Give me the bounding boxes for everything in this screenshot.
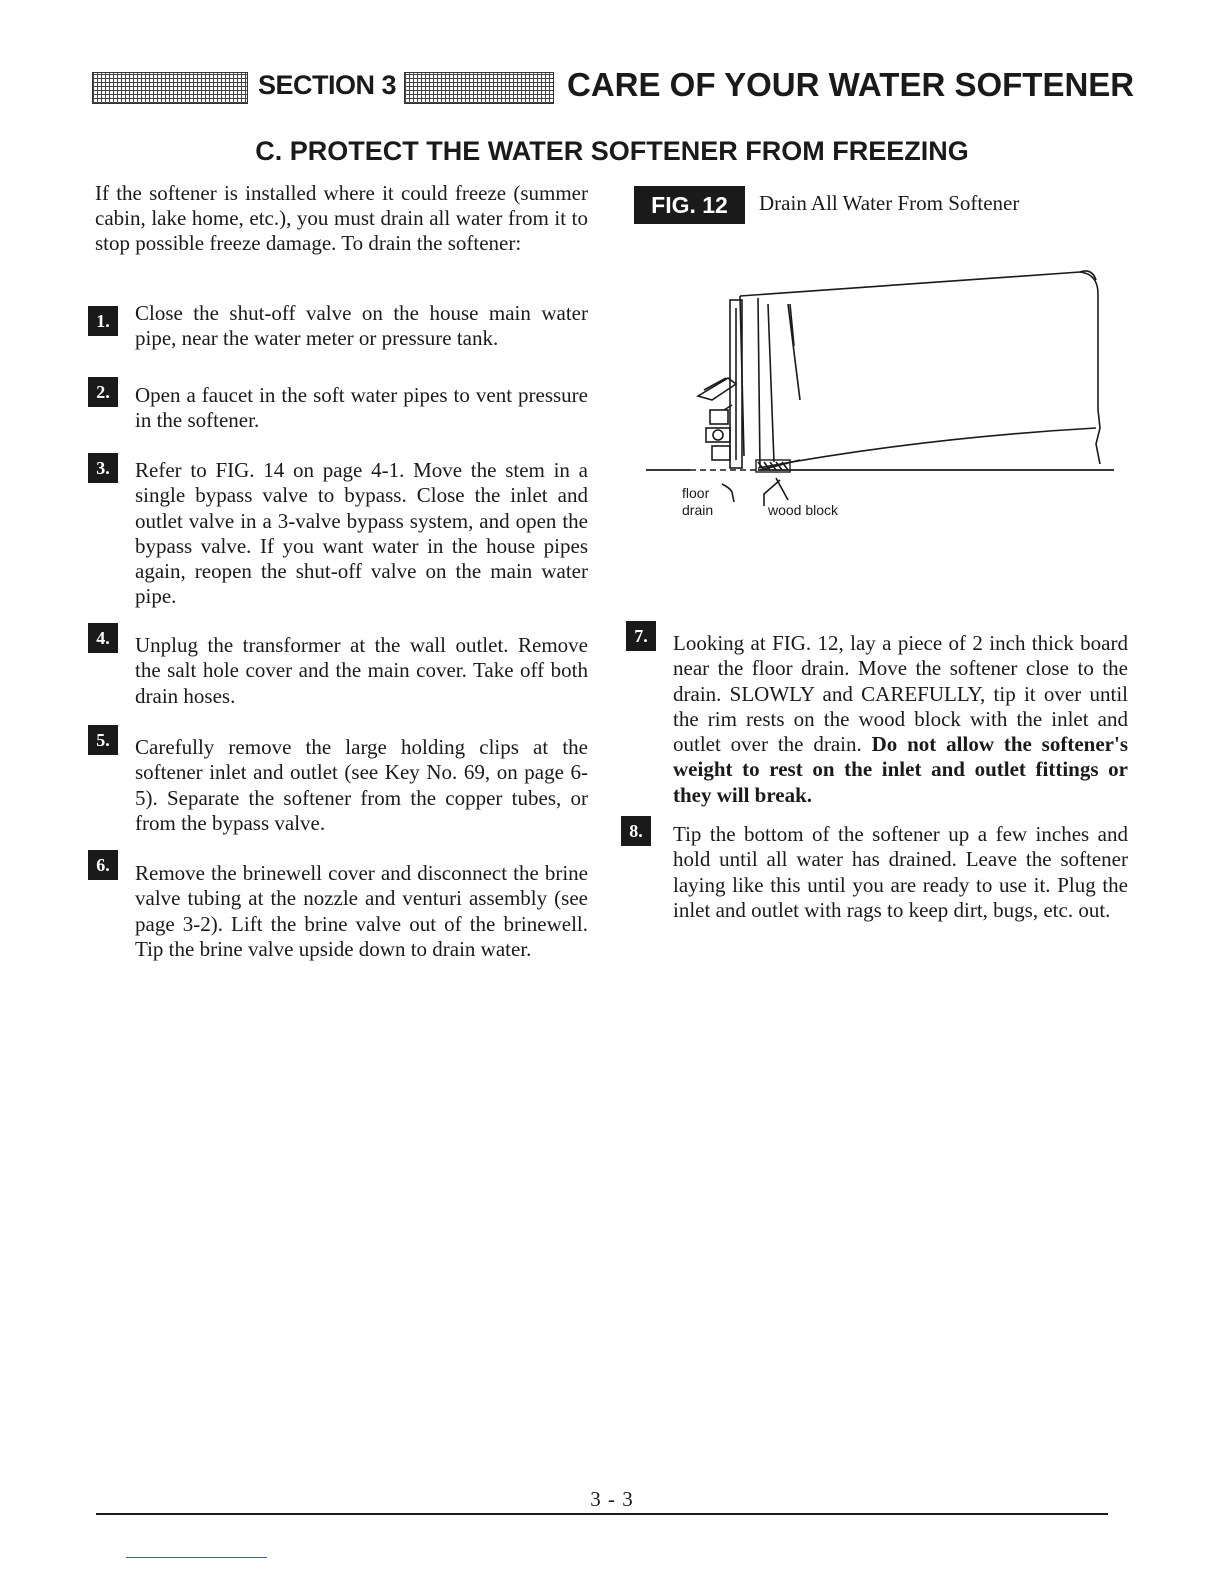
softener-drain-diagram — [640, 260, 1130, 530]
step-5 — [88, 730, 588, 836]
step-number-marker: 7. — [626, 621, 656, 651]
step-1 — [88, 301, 588, 352]
label-floor-drain — [682, 485, 713, 519]
figure-caption: Drain All Water From Softener — [759, 191, 1020, 215]
step-text: Carefully remove the large holding clips at the softener inlet and outlet (see Key No. 69, on page 6-5). Separate the softener from the copper tubes, or from the bypass valve. — [135, 735, 588, 835]
step-number-marker: 2. — [88, 377, 118, 407]
step-text: Tip the bottom of the softener up a few inches and hold until all water has drained. Leave the softener laying like this until you are ready to use it. Plug the inlet and outlet with rags to keep dirt, bugs, etc. out. — [673, 822, 1128, 922]
section-header — [92, 62, 1135, 112]
step-2 — [88, 383, 588, 434]
step-text: Open a faucet in the soft water pipes to vent pressure in the softener. — [135, 383, 588, 433]
step-text: Remove the brinewell cover and disconnect the brine valve tubing at the nozzle and venturi assembly (see page 3-2). Lift the brine valve out of the brinewell. Tip the brine valve upside down to drain water. — [135, 861, 588, 961]
step-7-warning: Do not allow the softener's weight to rest on the inlet and outlet fittings or they will break. — [673, 732, 1128, 807]
step-number-marker: 8. — [621, 816, 651, 846]
label-floor: floor — [682, 485, 710, 501]
step-text: Close the shut-off valve on the house main water pipe, near the water meter or pressure tank. — [135, 301, 588, 351]
label-wood-block: wood block — [768, 502, 839, 518]
footer-rule — [96, 1513, 1108, 1515]
label-drain: drain — [682, 502, 714, 518]
step-8 — [626, 822, 1128, 923]
section-label: SECTION 3 — [258, 70, 397, 100]
figure-badge: FIG. 12 — [634, 186, 745, 224]
step-7-text: Looking at FIG. 12, lay a piece of 2 inch thick board near the floor drain. Move the softener close to the drain. SLOWLY and CAREFULLY, tip it over until the rim rests on the wood block with the inlet and outlet over the drain. — [673, 631, 1128, 757]
step-text — [673, 631, 1128, 808]
intro-paragraph: If the softener is installed where it could freeze (summer cabin, lake home, etc.), you must drain all water from it to stop possible freeze damage. To drain the softener: — [95, 181, 588, 255]
hatch-decoration-left — [92, 72, 248, 104]
softener-tipped-illustration — [640, 260, 1130, 530]
step-number-marker: 1. — [88, 306, 118, 336]
step-text: Unplug the transformer at the wall outlet. Remove the salt hole cover and the main cover. Take off both drain hoses. — [135, 633, 588, 708]
page-title: CARE OF YOUR WATER SOFTENER — [567, 66, 1135, 103]
step-number-marker: 6. — [88, 850, 118, 880]
step-number-marker: 4. — [88, 623, 118, 653]
page-number: 3 - 3 — [590, 1487, 634, 1511]
hatch-decoration-right — [404, 72, 554, 104]
step-number-marker: 5. — [88, 725, 118, 755]
step-3 — [88, 458, 588, 610]
step-7 — [626, 626, 1128, 808]
step-number-marker: 3. — [88, 453, 118, 483]
footnote-rule — [126, 1557, 267, 1558]
step-4 — [88, 628, 588, 709]
section-subheading: C. PROTECT THE WATER SOFTENER FROM FREEZING — [255, 136, 969, 166]
step-6 — [88, 855, 588, 962]
step-text: Refer to FIG. 14 on page 4-1. Move the stem in a single bypass valve to bypass. Close the inlet and outlet valve in a 3-valve bypass system, and open the bypass valve. If you want water in the house pipes again, reopen the shut-off valve on the main water pipe. — [135, 458, 588, 609]
